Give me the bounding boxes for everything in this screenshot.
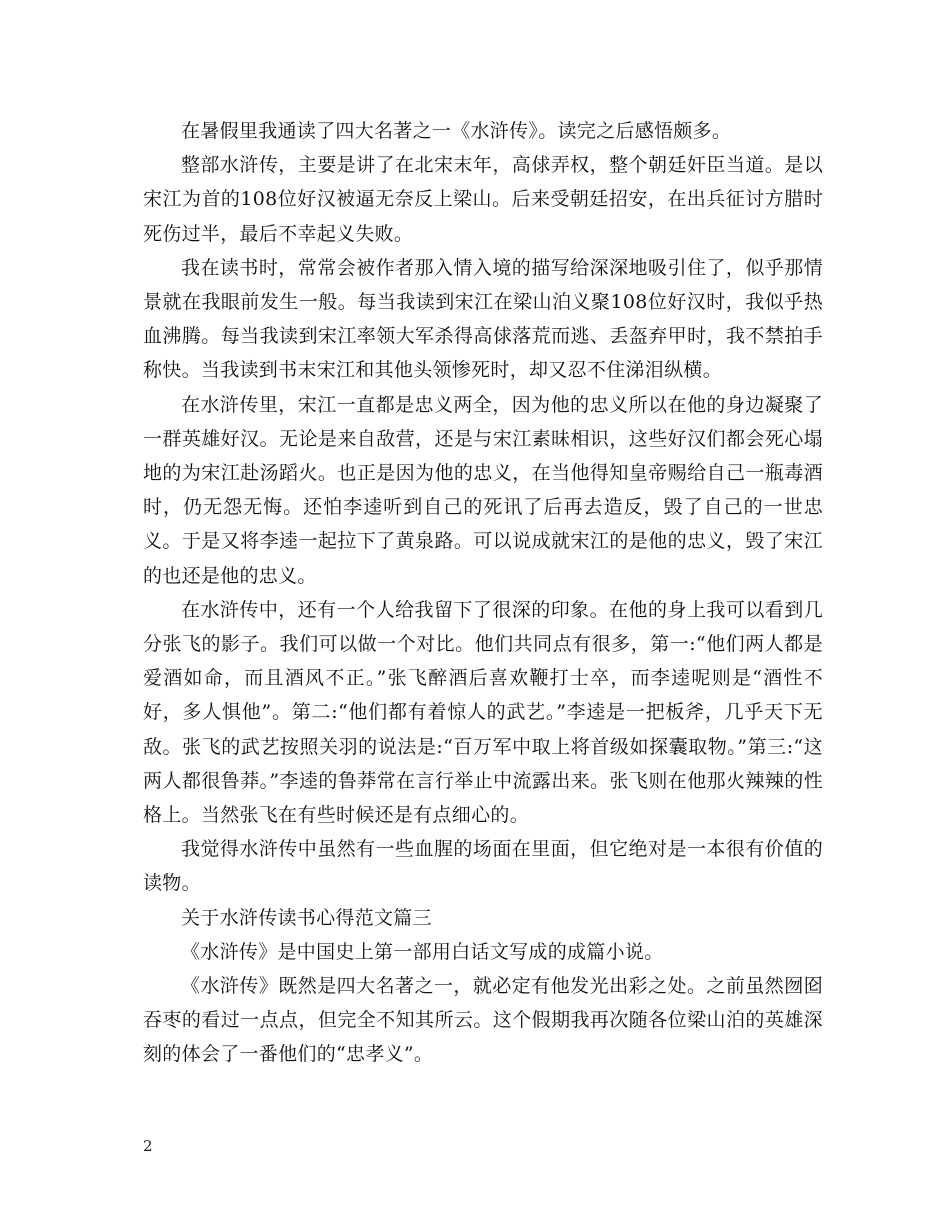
paragraph-intro: 在暑假里我通读了四大名著之一《水浒传》。读完之后感悟颇多。 [181, 120, 732, 142]
document-body [143, 114, 823, 1072]
paragraph-conclusion: 我觉得水浒传中虽然有一些血腥的场面在里面，但它绝对是一本很有价值的读物。 [143, 838, 823, 895]
section-heading: 关于水浒传读书心得范文篇三 [181, 906, 432, 929]
paragraph-li-kui-zhang-fei: 在水浒传中，还有一个人给我留下了很深的印象。在他的身上我可以看到几分张飞的影子。我们可以做一个对比。他们共同点有很多，第一:“他们两人都是爱酒如命，而且酒风不正。”张飞醉酒后喜欢鞭打士卒，而李逵呢则是“酒性不好，多人惧他”。第二:“他们都有着惊人的武艺。”李逵是一把板斧，几乎天下无敌。张飞的武艺按照关羽的说法是:“百万军中取上将首级如探囊取物。”第三:“这两人都很鲁莽。”李逵的鲁莽常在言行举止中流露出来。张飞则在他那火辣辣的性格上。当然张飞在有些时候还是有点细心的。 [143, 598, 823, 827]
paragraph-reading-feelings: 我在读书时，常常会被作者那入情入境的描写给深深地吸引住了，似乎那情景就在我眼前发生一般。每当我读到宋江在梁山泊义聚108位好汉时，我似乎热血沸腾。每当我读到宋江率领大军杀得高俅落荒而逃、丢盔弃甲时，我不禁拍手称快。当我读到书末宋江和其他头领惨死时，却又忍不住涕泪纵横。 [143, 256, 823, 382]
paragraph-song-jiang: 在水浒传里，宋江一直都是忠义两全，因为他的忠义所以在他的身边凝聚了一群英雄好汉。无论是来自敌营，还是与宋江素昧相识，这些好汉们都会死心塌地的为宋江赴汤蹈火。也正是因为他的忠义，在当他得知皇帝赐给自己一瓶毒酒时，仍无怨无悔。还怕李逵听到自己的死讯了后再去造反，毁了自己的一世忠义。于是又将李逵一起拉下了黄泉路。可以说成就宋江的是他的忠义，毁了宋江的也还是他的忠义。 [143, 393, 823, 587]
paragraph-summary: 整部水浒传，主要是讲了在北宋末年，高俅弄权，整个朝廷奸臣当道。是以宋江为首的108位好汉被逼无奈反上梁山。后来受朝廷招安，在出兵征讨方腊时死伤过半，最后不幸起义失败。 [143, 154, 823, 245]
paragraph-loyalty: 《水浒传》既然是四大名著之一，就必定有他发光出彩之处。之前虽然囫囵吞枣的看过一点点，但完全不知其所云。这个假期我再次随各位梁山泊的英雄深刻的体会了一番他们的“忠孝义”。 [143, 975, 823, 1066]
paragraph-novel-intro: 《水浒传》是中国史上第一部用白话文写成的成篇小说。 [181, 940, 664, 963]
page-number: 2 [143, 1137, 153, 1155]
